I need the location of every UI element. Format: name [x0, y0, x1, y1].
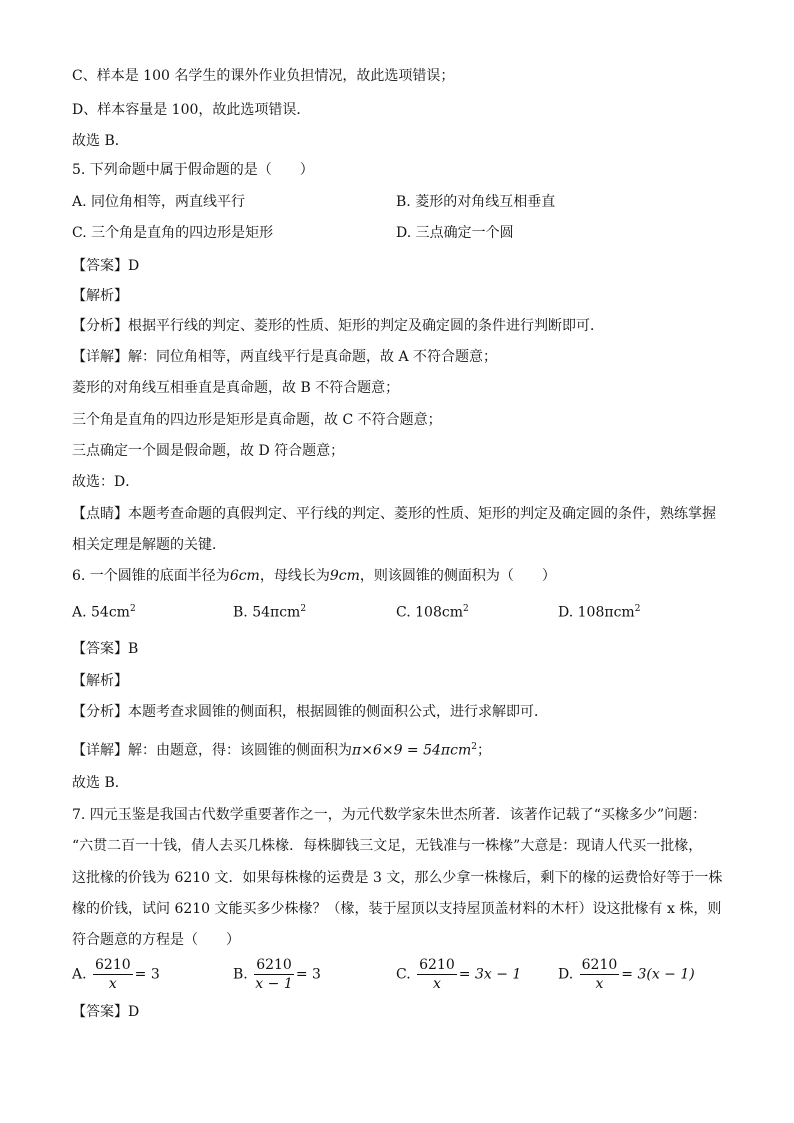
question-5-stem: 5. 下列命题中属于假命题的是（ ） [72, 162, 314, 178]
q5-detail-line: 菱形的对角线互相垂直是真命题，故 B 不符合题意； [72, 380, 400, 396]
question-7-line: “六贯二百一十钱，倩人去买几株椽．每株脚钱三文足，无钱准与一株椽”大意是：现请人代买一批椽， [72, 838, 703, 854]
text-line: D、样本容量是 100，故此选项错误． [72, 102, 311, 118]
q5-detail-line: 故选：D． [72, 474, 140, 490]
q6-end: 故选 B． [72, 775, 129, 791]
q5-dianjing: 相关定理是解题的关键． [72, 537, 226, 553]
q5-fenxi: 【分析】根据平行线的判定、菱形的性质、矩形的判定及确定圆的条件进行判断即可． [72, 318, 604, 334]
text-line: 故选 B． [72, 133, 129, 149]
q6-fenxi: 【分析】本题考查求圆锥的侧面积，根据圆锥的侧面积公式，进行求解即可． [72, 704, 548, 720]
question-7-line: 7. 四元玉鉴是我国古代数学重要著作之一，为元代数学家朱世杰所著．该著作记载了“买椽多少”问题： [72, 807, 707, 823]
q6-answer: 【答案】B [72, 641, 139, 657]
q5-detail-line: 【详解】解：同位角相等，两直线平行是真命题，故 A 不符合题意； [72, 349, 498, 365]
q6-analysis-tag: 【解析】 [72, 673, 128, 689]
fraction: $\frac{6210}{x}$ [95, 957, 131, 992]
q6-stem-part: 6. 一个圆锥的底面半径为 [72, 568, 230, 584]
q5-option-c: C. 三个角是直角的四边形是矩形 [72, 225, 274, 241]
q5-answer [72, 256, 139, 276]
q7-option-b: B. $\frac{6210}{x - 1}$ = 3 [233, 957, 321, 992]
q7-option-d: D. $\frac{6210}{x}$ = 3(x − 1) [558, 957, 695, 992]
fraction: $\frac{6210}{x}$ [581, 957, 618, 992]
question-7-line: 这批椽的价钱为 6210 文．如果每株椽的运费是 3 文，那么少拿一株椽后，剩下的椽的运费恰好等于一株 [72, 870, 723, 886]
q6-option-b: B. 54πcm$^2$ [233, 604, 307, 621]
q6-option-d: D. 108πcm$^2$ [558, 604, 641, 621]
q5-option-a: A. 同位角相等，两直线平行 [72, 194, 246, 210]
q5-dianjing: 【点睛】本题考查命题的真假判定、平行线的判定、菱形的性质、矩形的判定及确定圆的条件，熟练掌握 [72, 506, 716, 522]
question-7-line: 椽的价钱，试问 6210 文能买多少株椽？（椽，装于屋顶以支持屋顶盖材料的木杆）设这批椽有 x 株，则 [72, 901, 722, 917]
q5-analysis-tag: 【解析】 [72, 288, 128, 304]
text-line: C、样本是 100 名学生的课外作业负担情况，故此选项错误； [72, 68, 455, 84]
q6-option-a: A. $54cm^2$ [72, 604, 136, 621]
q6-stem-part: ，则该圆锥的侧面积为（ ） [359, 568, 556, 584]
q6-stem-part: ，母线长为 [259, 568, 330, 584]
q6-option-c: C. $108cm^2$ [396, 604, 469, 621]
answer-value: D [128, 258, 140, 274]
q6-radius: 6cm [229, 568, 260, 584]
fraction: $\frac{6210}{x}$ [419, 957, 455, 992]
q5-detail-line: 三个角是直角的四边形是矩形是真命题，故 C 不符合题意； [72, 412, 442, 428]
q5-option-b: B. 菱形的对角线互相垂直 [396, 194, 556, 210]
q7-option-a: A. $\frac{6210}{x}$ = 3 [72, 957, 160, 992]
question-7-line: 符合题意的方程是（ ） [72, 932, 240, 948]
q7-answer: 【答案】D [72, 1004, 140, 1020]
question-6-stem [72, 566, 556, 586]
q5-detail-line: 三点确定一个圆是假命题，故 D 符合题意； [72, 443, 345, 459]
answer-tag: 【答案】 [72, 258, 128, 274]
q7-option-c: C. $\frac{6210}{x}$ = 3x − 1 [396, 957, 522, 992]
fraction: $\frac{6210}{x - 1}$ [255, 957, 293, 992]
q6-slant: 9cm [329, 568, 360, 584]
q6-detail: 【详解】解：由题意，得：该圆锥的侧面积为π×6×9 = 54πcm$^2$； [72, 742, 491, 759]
q5-option-d: D. 三点确定一个圆 [396, 225, 514, 241]
